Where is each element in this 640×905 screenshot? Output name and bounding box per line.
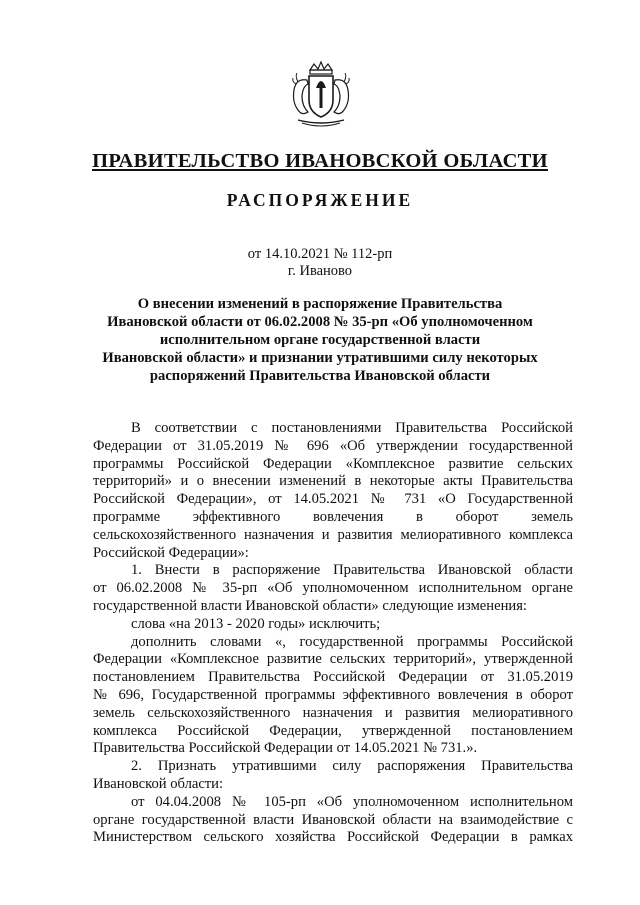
- title-line: исполнительном органе государственной власти: [159, 332, 481, 348]
- body-line: Министерством сельского хозяйства Российской Федерации в рамках: [93, 829, 573, 846]
- body-line: постановлением Правительства Российской Федерации от 31.05.2019: [93, 669, 573, 686]
- coat-of-arms-icon: [288, 60, 354, 130]
- date-block: [0, 246, 640, 280]
- document-type: РАСПОРЯЖЕНИЕ: [226, 190, 414, 210]
- body-line: территорий» и о внесении изменений в некоторые акты Правительства: [93, 473, 573, 490]
- body-line: В соответствии с постановлениями Правительства Российской: [131, 420, 573, 436]
- body-line: Ивановской области:: [93, 775, 224, 792]
- body-line: слова «на 2013 - 2020 годы» исключить;: [131, 615, 381, 632]
- body-line: земель сельскохозяйственного назначения и развития мелиоративного: [93, 704, 573, 721]
- body-line: Правительства Российской Федерации от 14.05.2021 № 731.».: [93, 740, 478, 757]
- body-line: программы Российской Федерации «Комплексное развитие сельских: [93, 455, 573, 472]
- title-line: О внесении изменений в распоряжение Правительства: [137, 296, 503, 312]
- body-line: государственной власти Ивановской области» следующие изменения:: [93, 597, 527, 614]
- body-line: Российской Федерации», от 14.05.2021 № 731 «О Государственной: [93, 491, 573, 508]
- document-title: [100, 295, 540, 385]
- body-line: Федерации «Комплексное развитие сельских территорий», утвержденной: [93, 651, 573, 668]
- document-date-number: от 14.10.2021 № 112-рп: [247, 246, 393, 262]
- body-line: Федерации от 31.05.2019 № 696 «Об утверждении государственной: [93, 437, 573, 454]
- body-line: дополнить словами «, государственной программы Российской: [131, 633, 573, 650]
- document-city: г. Иваново: [287, 263, 353, 279]
- body-line: 1. Внести в распоряжение Правительства Ивановской области: [131, 562, 573, 579]
- body-line: от 06.02.2008 № 35-рп «Об уполномоченном исполнительном органе: [93, 580, 573, 597]
- body-line: сельскохозяйственного назначения и развития мелиоративного комплекса: [93, 526, 573, 543]
- body-line: Российской Федерации»:: [93, 544, 249, 561]
- body-line: комплекса Российской Федерации, утвержденной постановлением: [93, 722, 573, 739]
- body-line: от 04.04.2008 № 105-рп «Об уполномоченном исполнительном: [131, 793, 573, 810]
- body-line: программе эффективного вовлечения в оборот земель: [93, 508, 573, 525]
- organization-name: ПРАВИТЕЛЬСТВО ИВАНОВСКОЙ ОБЛАСТИ: [92, 150, 548, 172]
- body-line: 2. Признать утратившими силу распоряжения Правительства: [131, 758, 573, 775]
- body-line: № 696, Государственной программы эффективного вовлечения в оборот: [93, 686, 573, 703]
- title-line: Ивановской области» и признании утратившими силу некоторых: [102, 350, 538, 366]
- document-body: [93, 420, 573, 847]
- title-line: распоряжений Правительства Ивановской области: [149, 368, 491, 384]
- title-line: Ивановской области от 06.02.2008 № 35-рп «Об уполномоченном: [107, 314, 533, 330]
- body-line: органе государственной власти Ивановской области на взаимодействие с: [93, 811, 573, 828]
